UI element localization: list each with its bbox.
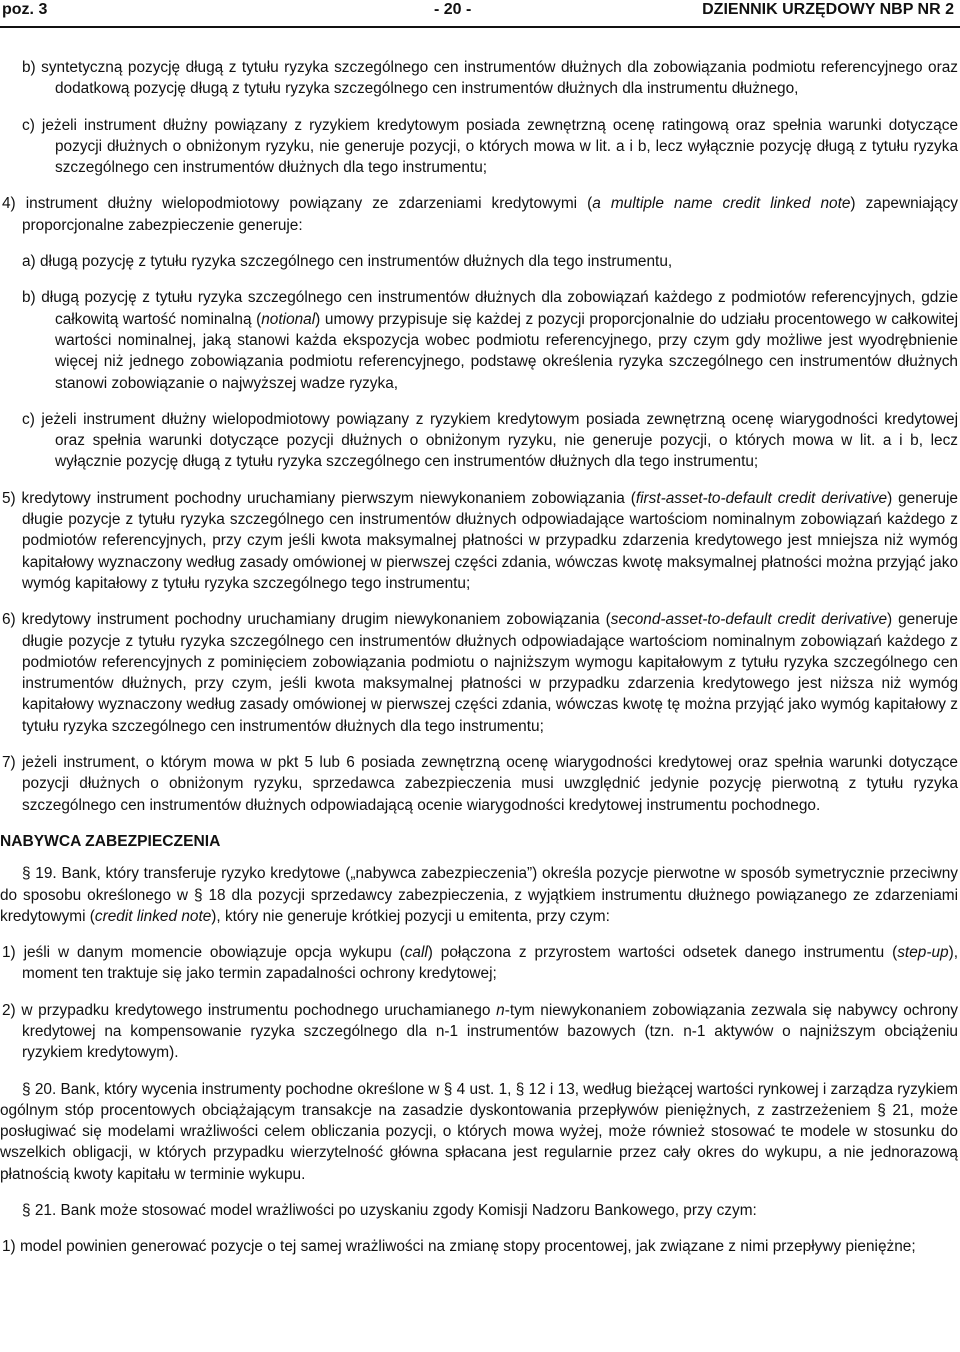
text-segment: ) połączona z przyrostem wartości odsetek danego instrumentu ( bbox=[427, 944, 898, 962]
italic-term: a multiple name credit linked note bbox=[592, 195, 851, 213]
paragraph-s19 bbox=[0, 863, 958, 927]
text-segment: 6) kredytowy instrument pochodny uruchamiany drugim niewykonaniem zobowiązania ( bbox=[2, 611, 611, 629]
text-segment: -tym niewykonaniem zobowiązania zezwala się nabywcy ochrony kredytowej na kompensowanie ryzyka szczególnego dla n-1 instrumentów bazowych (tzn. n-1 aktywów o najniższym obciążeniu ryzykiem kredytowym). bbox=[22, 1001, 959, 1062]
text-segment: ), który nie generuje krótkiej pozycji u emitenta, przy czym: bbox=[211, 907, 610, 925]
text-segment: § 19. Bank, który transferuje ryzyko kredytowe („nabywca zabezpieczenia”) określa pozycje pierwotne w sposób symetrycznie przeciwny do sposobu określonego w § 18 dla pozycji sprzedawcy zabezpieczenia, z wyjątkiem instrumentu dłużnego powiązanego ze zdarzeniami kredytowymi ( bbox=[0, 865, 958, 925]
text-segment: 2) w przypadku kredytowego instrumentu pochodnego uruchamianego bbox=[2, 1001, 497, 1019]
italic-term: step-up bbox=[897, 944, 949, 962]
text-segment: b) długą pozycję z tytułu ryzyka szczególnego cen instrumentów dłużnych dla zobowiązań każdego z podmiotów referencyjnych, gdzie całkowitą wartość nominalną ( bbox=[22, 289, 958, 328]
paragraph-s21: § 21. Bank może stosować model wrażliwości po uzyskaniu zgody Komisji Nadzoru Bankowego, przy czym: bbox=[22, 1202, 757, 1220]
text-segment: 5) kredytowy instrument pochodny uruchamiany pierwszym niewykonaniem zobowiązania ( bbox=[2, 489, 636, 507]
journal-title: DZIENNIK URZĘDOWY NBP NR 2 bbox=[702, 1, 954, 18]
text-segment: ) generuje długie pozycje z tytułu ryzyka szczególnego cen instrumentów dłużnych odpowiadające wartościom nominalnym zobowiązań każdego z podmiotów referencyjnych, przy czym jeśli kwota maksymalnej płatności w przypadku zdarzenia kredytowego jest mniejsza niż wymóg kapitałowy wyznaczony według zasady omówionej w pierwszej części zdania, wówczas kwotę maksymalnej płatności można przyjąć jako wymóg kapitałowy z tytułu ryzyka szczególnego tego instrumentu; bbox=[22, 489, 958, 592]
paragraph-3b: b) syntetyczną pozycję długą z tytułu ryzyka szczególnego cen instrumentów dłużnych dla zobowiązania podmiotu referencyjnego oraz dodatkową pozycję długą z tytułu ryzyka szczególnego cen instrumentów dłużnych dla instrumentu dłużnego, bbox=[22, 59, 958, 98]
text-segment: ) generuje długie pozycje z tytułu ryzyka szczególnego cen instrumentów dłużnych odpowiadające wartościom nominalnym zobowiązań każdego z podmiotów referencyjnych z pominięciem zobowiązania podmiotu o najniższym wymogu kapitałowym z tytułu ryzyka szczególnego cen instrumentów dłużnych, przy czym, jeśli kwota maksymalnej płatności w przypadku zdarzenia kredytowego jest niższa niż wymóg kapitałowy wyznaczony według zasady omówionej w pierwszej części zdania, wówczas kwotę tę można przyjąć jako wymóg kapitałowy z tytułu ryzyka szczególnego cen instrumentów dłużnych dla tego instrumentu; bbox=[22, 611, 958, 735]
page-number: - 20 - bbox=[434, 1, 472, 18]
paragraph-4b bbox=[0, 287, 958, 393]
italic-term: second-asset-to-default credit derivative bbox=[610, 611, 887, 629]
text-segment: 1) jeśli w danym momencie obowiązuje opcja wykupu ( bbox=[2, 944, 405, 962]
paragraph-s21-1: 1) model powinien generować pozycje o tej samej wrażliwości na zmianę stopy procentowej, jak związane z nimi przepływy pieniężne; bbox=[2, 1238, 916, 1256]
text-segment: 4) instrument dłużny wielopodmiotowy powiązany ze zdarzeniami kredytowymi ( bbox=[2, 195, 593, 213]
header-rule bbox=[0, 26, 960, 28]
paragraph-s19-2 bbox=[0, 1000, 958, 1064]
italic-term: call bbox=[404, 944, 428, 962]
paragraph-s19-1 bbox=[0, 942, 958, 985]
paragraph-6 bbox=[0, 609, 958, 737]
paragraph-3c: c) jeżeli instrument dłużny powiązany z ryzykiem kredytowym posiada zewnętrzną ocenę ratingową oraz spełnia warunki dotyczące pozycji dłużnych o obniżonym ryzyku, nie generuje pozycji, o których mowa w lit. a i b, lecz wyłącznie pozycję długą z tytułu ryzyka szczególnego cen instrumentów dłużnych dla tego instrumentu; bbox=[22, 116, 958, 177]
text-segment: ), moment ten traktuje się jako termin zapadalności ochrony kredytowej; bbox=[22, 944, 958, 983]
italic-term: n bbox=[496, 1001, 505, 1019]
paragraph-4a: a) długą pozycję z tytułu ryzyka szczególnego cen instrumentów dłużnych dla tego instrumentu, bbox=[22, 253, 673, 271]
paragraph-7: 7) jeżeli instrument, o którym mowa w pkt 5 lub 6 posiada zewnętrzną ocenę wiarygodności kredytowej oraz spełnia warunki dotyczące pozycji dłużnych o obniżonym ryzyku, sprzedawca zabezpieczenia musi uwzględnić jedynie pozycję pierwotną z tytułu ryzyka szczególnego cen instrumentów dłużnych odpowiadającą ocenie wiarygodności kredytowej instrumentu pochodnego. bbox=[2, 754, 958, 814]
paragraph-4 bbox=[0, 193, 958, 236]
paragraph-s20: § 20. Bank, który wycenia instrumenty pochodne określone w § 4 ust. 1, § 12 i 13, według bieżącej wartości rynkowej i zarządza ryzykiem ogólnym stóp procentowych obciążającym transakcje na zasadzie dyskontowania przepływów pieniężnych, z zastrzeżeniem § 21, może posługiwać się modelami wrażliwości celem obliczania pozycji, o których mowa wyżej, może również stosować te modele w stosunku do wszelkich obligacji, w których przypadku wierzytelność główna spłacana jest regularnie przez cały okres do wykupu, a nie jednorazową płatnością kwoty kapitału w terminie wykupu. bbox=[0, 1080, 958, 1183]
page-position-label: poz. 3 bbox=[2, 1, 48, 18]
text-segment: ) zapewniający proporcjonalne zabezpieczenie generuje: bbox=[22, 195, 958, 234]
section-heading: NABYWCA ZABEZPIECZENIA bbox=[0, 832, 221, 850]
paragraph-4c: c) jeżeli instrument dłużny wielopodmiotowy powiązany z ryzykiem kredytowym posiada zewnętrzną ocenę wiarygodności kredytowej oraz spełnia warunki dotyczące pozycji dłużnych o obniżonym ryzyku, nie generuje pozycji, o których mowa w lit. a i b, lecz wyłącznie pozycję długą z tytułu ryzyka szczególnego cen instrumentów dłużnych dla tego instrumentu; bbox=[22, 410, 958, 471]
document-body bbox=[0, 57, 958, 1273]
italic-term: credit linked note bbox=[94, 907, 212, 925]
text-segment: ) umowy przypisuje się każdej z pozycji proporcjonalnie do udziału procentowego w całkowitej wartości nominalnej, jaką stanowi każda ekspozycja wobec podmiotu referencyjnego, przy czym gdy możliwe jest wyodrębnienie więcej niż jednego zobowiązania podmiotu referencyjnego, podstawę określenia ryzyka szczególnego cen instrumentów dłużnych stanowi zobowiązanie o najwyższej wadze ryzyka, bbox=[55, 310, 958, 392]
italic-term: notional bbox=[261, 310, 316, 328]
italic-term: first-asset-to-default credit derivative bbox=[635, 489, 888, 507]
page-header bbox=[0, 0, 960, 27]
paragraph-5 bbox=[0, 488, 958, 594]
